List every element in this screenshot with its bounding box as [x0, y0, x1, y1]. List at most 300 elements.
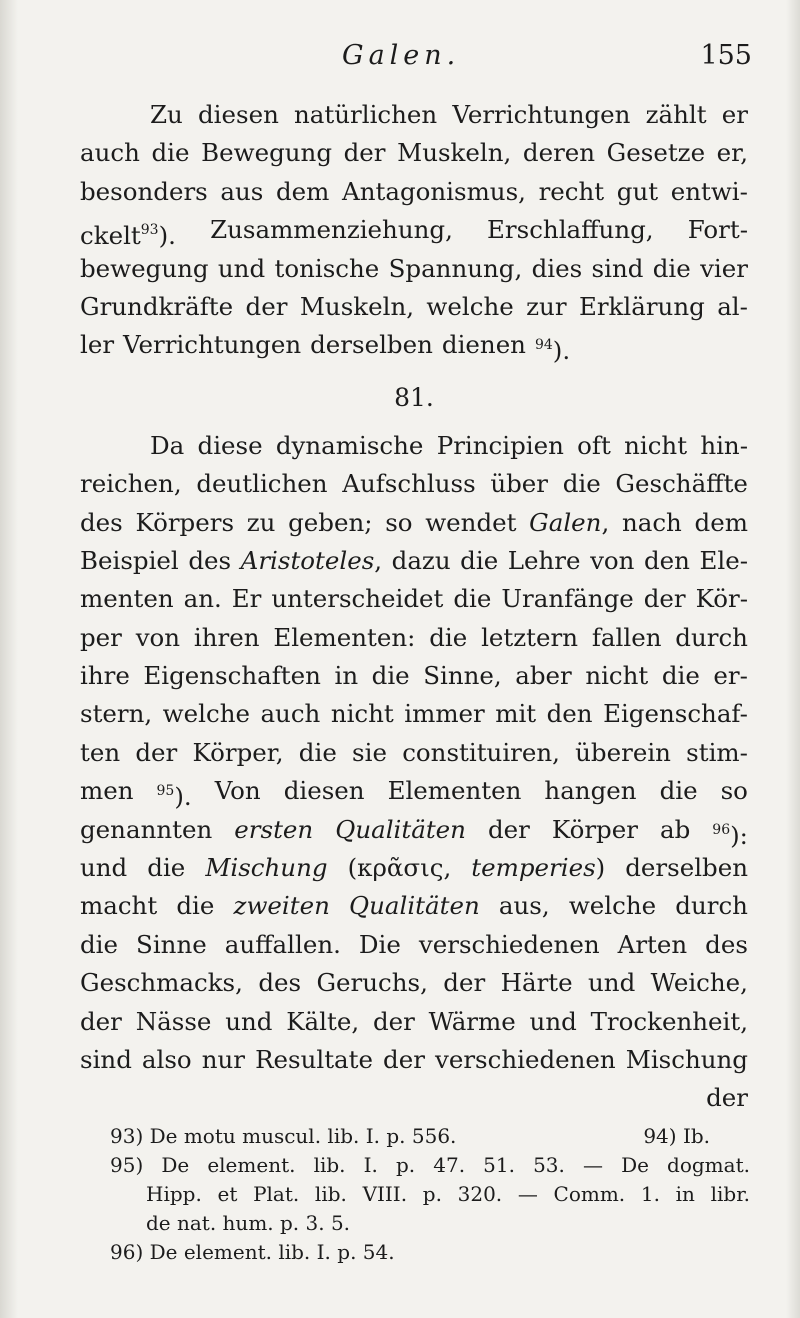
text: (κρᾶσις, [347, 853, 452, 883]
text: deutlichen [196, 469, 328, 499]
word [225, 1003, 272, 1041]
text-line [80, 465, 748, 503]
word [255, 1041, 373, 1079]
word [523, 134, 595, 172]
footnote-word: 320. [457, 1182, 503, 1206]
italic-text: Mischung [205, 853, 328, 883]
text: überein [575, 737, 671, 767]
word [147, 849, 185, 887]
word [501, 964, 573, 1002]
word [419, 926, 600, 964]
footnote-word: — [582, 1153, 603, 1177]
word [80, 734, 120, 772]
text: und [588, 968, 636, 998]
word [234, 887, 330, 925]
text: diesen [197, 100, 279, 129]
word [588, 964, 635, 1002]
text: Muskeln, [397, 138, 512, 168]
text: Körper [551, 814, 638, 844]
text: wendet [425, 507, 517, 537]
word [331, 695, 394, 733]
text: ab [659, 814, 691, 844]
text: mit [495, 699, 537, 729]
word [188, 542, 231, 580]
word [618, 926, 688, 964]
word [717, 134, 748, 172]
word [359, 926, 401, 964]
text: Eigenschaften [143, 661, 321, 691]
word [80, 580, 174, 618]
footnote-line [110, 1238, 750, 1267]
word [258, 964, 301, 1002]
word [671, 173, 748, 211]
footnote-word: et [217, 1182, 238, 1206]
text: Fort- [687, 215, 748, 245]
word [136, 926, 207, 964]
text: entwi- [670, 176, 748, 206]
text: menten [80, 584, 174, 614]
text-line [80, 288, 748, 326]
word [215, 772, 261, 810]
text: des [188, 545, 232, 575]
word [535, 326, 570, 364]
text: Nässe [135, 1006, 212, 1036]
word [143, 657, 321, 695]
text: die [298, 737, 337, 767]
word [184, 580, 222, 618]
text-line [80, 134, 748, 172]
word [590, 542, 634, 580]
text: Verrichtungen [123, 330, 302, 360]
italic-text: zweiten [233, 891, 330, 921]
text-line [80, 734, 748, 772]
text: ckelt [80, 221, 141, 251]
text: Körpers [135, 507, 235, 537]
text: genannten [80, 814, 213, 844]
word [615, 465, 748, 503]
text: , [374, 545, 383, 575]
word [192, 734, 283, 772]
word [624, 427, 687, 465]
word [80, 1003, 122, 1041]
text: hangen [544, 776, 637, 806]
text: sind [591, 253, 644, 283]
word [712, 811, 748, 849]
word [342, 173, 526, 211]
text: tonische [274, 253, 380, 283]
word [80, 211, 176, 249]
page-edge-left [0, 0, 18, 1318]
text: Die [358, 929, 401, 959]
italic-text: temperies [471, 853, 596, 883]
footnote-word: p. [395, 1153, 416, 1177]
word [225, 926, 341, 964]
word [135, 734, 177, 772]
word [136, 1003, 212, 1041]
text: ). [174, 782, 192, 812]
text: Geschäffte [615, 469, 748, 499]
italic-text: Qualitäten [335, 814, 466, 844]
word [286, 1003, 359, 1041]
text: die [659, 776, 698, 806]
text: und [217, 253, 266, 283]
word [288, 504, 372, 542]
text: Geruchs, [316, 968, 428, 998]
text: und [225, 1006, 273, 1036]
text: aber [515, 661, 572, 691]
text: Kälte, [286, 1006, 360, 1036]
footnote-word: dogmat. [667, 1153, 750, 1177]
word [429, 619, 467, 657]
text: in [334, 661, 359, 691]
word [435, 1041, 616, 1079]
text: der [245, 291, 288, 321]
page-number: 155 [700, 40, 752, 71]
word [675, 887, 748, 925]
text: sind [80, 1044, 132, 1074]
word [196, 465, 327, 503]
text: Lehre [507, 545, 581, 575]
word [80, 288, 233, 326]
text-line [80, 772, 748, 810]
word [388, 772, 522, 810]
page-edge-right [786, 0, 800, 1318]
word [569, 887, 656, 925]
text: Beispiel [80, 545, 179, 575]
text: men [80, 776, 134, 806]
text: der [443, 968, 486, 998]
word [299, 734, 337, 772]
text: al- [717, 291, 748, 321]
word [385, 504, 412, 542]
footnote-word: 53. [533, 1153, 565, 1177]
text: über [490, 469, 549, 499]
text: ) [595, 853, 606, 883]
text: Sinne [136, 929, 207, 959]
word [688, 211, 748, 249]
text: er- [713, 661, 748, 691]
footnote-word: element. [207, 1153, 296, 1177]
text: letztern [481, 622, 579, 652]
text: Härte [500, 968, 573, 998]
text: ler [80, 330, 115, 360]
italic-text: Aristoteles [240, 545, 375, 575]
word [490, 465, 548, 503]
text: immer [404, 699, 485, 729]
text-line [80, 695, 748, 733]
footnote-word: De [161, 1153, 190, 1177]
text: Von [214, 776, 261, 806]
text-line [80, 849, 748, 887]
text: dazu [391, 545, 451, 575]
text: auch [260, 699, 321, 729]
text: zählt [645, 100, 707, 129]
text: und [529, 1006, 577, 1036]
text: des [705, 929, 748, 959]
text: natürlichen [294, 100, 438, 129]
footnote-text: 96) De element. lib. I. p. 54. [110, 1240, 395, 1264]
word [271, 580, 443, 618]
text: Gesetze [606, 138, 706, 168]
text: der [135, 737, 178, 767]
footnote-line [110, 1151, 750, 1180]
italic-text: Galen [529, 507, 602, 537]
word [429, 1003, 516, 1041]
text: die [460, 545, 499, 575]
word [392, 542, 451, 580]
word [201, 134, 332, 172]
text: Elementen: [273, 622, 416, 652]
text: macht [80, 891, 158, 921]
text: sie [352, 737, 387, 767]
word [232, 580, 262, 618]
text-line [80, 887, 748, 925]
text: der [372, 1006, 415, 1036]
footnote-text: de nat. hum. p. 3. 5. [146, 1211, 351, 1235]
footnote-word: lib. [313, 1153, 346, 1177]
word [151, 134, 189, 172]
footnote-ref: 95 [156, 783, 175, 800]
text: recht [538, 176, 605, 206]
word [284, 772, 365, 810]
text-line [80, 173, 748, 211]
word [705, 926, 748, 964]
text-line [80, 619, 748, 657]
word [575, 734, 671, 772]
text: dienen [441, 330, 526, 360]
footnote-line [110, 1180, 750, 1209]
word [157, 772, 192, 810]
footnote-word: — [517, 1182, 538, 1206]
text: Sinne, [423, 661, 502, 691]
text: nur [201, 1044, 246, 1074]
word [563, 465, 601, 503]
footnote-word: p. [422, 1182, 442, 1206]
word [80, 619, 122, 657]
text: welche [568, 891, 657, 921]
text: Er [231, 584, 262, 614]
text: der [706, 1083, 748, 1113]
text: gut [616, 176, 659, 206]
text: dem [275, 176, 330, 206]
footnote-word: lib. [314, 1182, 347, 1206]
footnote-word: 1. [640, 1182, 660, 1206]
text: Wärme [428, 1006, 516, 1036]
text: geben; [288, 507, 373, 537]
text-line [80, 96, 748, 134]
text: Spannung, [388, 253, 523, 283]
word [123, 326, 301, 364]
word [80, 887, 157, 925]
text: dem [694, 507, 748, 537]
word [646, 96, 707, 134]
text: Arten [617, 929, 688, 959]
word [163, 695, 250, 733]
word [335, 811, 466, 849]
footnote-ref: 93 [140, 222, 159, 239]
word [205, 849, 327, 887]
word [607, 134, 705, 172]
word [592, 250, 644, 288]
word [349, 887, 480, 925]
word [383, 1041, 425, 1079]
word [135, 504, 234, 542]
text: Uranfänge [501, 584, 634, 614]
word [220, 173, 263, 211]
word [80, 134, 140, 172]
word [585, 657, 648, 695]
word [544, 772, 636, 810]
text: die [371, 661, 410, 691]
text: Resultate [255, 1044, 373, 1074]
text: Geschmacks, [80, 968, 243, 998]
text: ). [158, 221, 176, 251]
word [499, 887, 550, 925]
text: auffallen. [224, 929, 341, 959]
word [437, 427, 564, 465]
text: der [80, 1006, 122, 1036]
footnote-word: 47. [433, 1153, 466, 1177]
footnote-word: Comm. [553, 1182, 626, 1206]
text: aus [220, 176, 264, 206]
word [481, 619, 578, 657]
word [273, 619, 415, 657]
italic-text: ersten [234, 814, 314, 844]
text: durch [675, 622, 748, 652]
word [260, 695, 320, 733]
word [210, 211, 453, 249]
footnote-word: 51. [483, 1153, 515, 1177]
text: Erschlaffung, [487, 215, 654, 245]
text: die [147, 853, 186, 883]
text: Trockenheit, [590, 1006, 748, 1036]
word [675, 619, 748, 657]
text: zu [246, 507, 276, 537]
footnote-93: 93) De motu muscul. lib. I. p. 556. [110, 1124, 457, 1148]
text: an. [183, 584, 222, 614]
footnote-ref: 96 [712, 821, 731, 838]
text: constituiren, [402, 737, 560, 767]
body-text [80, 96, 748, 1118]
text: bewegung [80, 253, 209, 283]
word [247, 504, 276, 542]
text: Elementen [387, 776, 522, 806]
italic-text: Qualitäten [349, 891, 480, 921]
footnote-line [110, 1122, 750, 1151]
word [460, 542, 498, 580]
text: ): [730, 820, 748, 850]
word [651, 964, 748, 1002]
text-line [80, 211, 748, 249]
word [721, 772, 748, 810]
text: Kör- [695, 584, 748, 614]
text: Ele- [699, 545, 748, 575]
text: die [661, 661, 700, 691]
text: 81. [394, 382, 434, 412]
word [552, 811, 638, 849]
text: auch [80, 138, 140, 168]
word [394, 379, 434, 427]
text: Zu [150, 100, 183, 129]
text-line [80, 926, 748, 964]
text: den [643, 545, 690, 575]
word [234, 811, 313, 849]
footnote-word: VIII. [362, 1182, 408, 1206]
word [294, 96, 437, 134]
text: derselben [310, 330, 433, 360]
word [136, 619, 180, 657]
text: die [562, 469, 601, 499]
footnote-word: in [675, 1182, 695, 1206]
text: so [385, 507, 413, 537]
footnote-94: 94) Ib. [643, 1124, 710, 1148]
word [389, 250, 523, 288]
text: Da [150, 430, 185, 460]
word [198, 427, 263, 465]
text: ten [80, 737, 121, 767]
text: reichen, [80, 469, 182, 499]
text: dynamische [275, 430, 424, 460]
text: die [151, 138, 190, 168]
text: Erklärung [578, 291, 705, 321]
text: nicht [330, 699, 394, 729]
text-line [80, 964, 748, 1002]
word [532, 250, 583, 288]
text: der [643, 584, 686, 614]
word [276, 427, 424, 465]
word [142, 1041, 192, 1079]
word [80, 173, 208, 211]
text: von [590, 545, 635, 575]
word [660, 811, 690, 849]
word [80, 250, 209, 288]
word [653, 250, 691, 288]
text: ihre [80, 661, 130, 691]
text: Mischung [625, 1044, 748, 1074]
word [404, 695, 485, 733]
word [508, 542, 581, 580]
word [352, 734, 387, 772]
text: zur [526, 291, 567, 321]
word [695, 504, 748, 542]
footnote-word: libr. [710, 1182, 750, 1206]
text: deren [522, 138, 596, 168]
text: Verrichtungen [452, 100, 631, 129]
footnote-ref: 94 [534, 337, 553, 354]
text-line [80, 542, 748, 580]
text: verschiedenen [435, 1044, 616, 1074]
word [644, 580, 686, 618]
word [488, 811, 530, 849]
word [662, 657, 700, 695]
footnotes [110, 1122, 750, 1267]
word [198, 96, 279, 134]
word [373, 1003, 415, 1041]
word [622, 504, 682, 542]
text: nicht [585, 661, 649, 691]
text: des [258, 968, 302, 998]
text: des [80, 507, 123, 537]
text: Weiche, [650, 968, 748, 998]
word [686, 734, 748, 772]
text: von [135, 622, 181, 652]
text: vier [700, 253, 748, 283]
word [717, 288, 748, 326]
text: besonders [80, 176, 208, 206]
text: stim- [686, 737, 748, 767]
word [547, 695, 593, 733]
text: ). [552, 336, 571, 366]
